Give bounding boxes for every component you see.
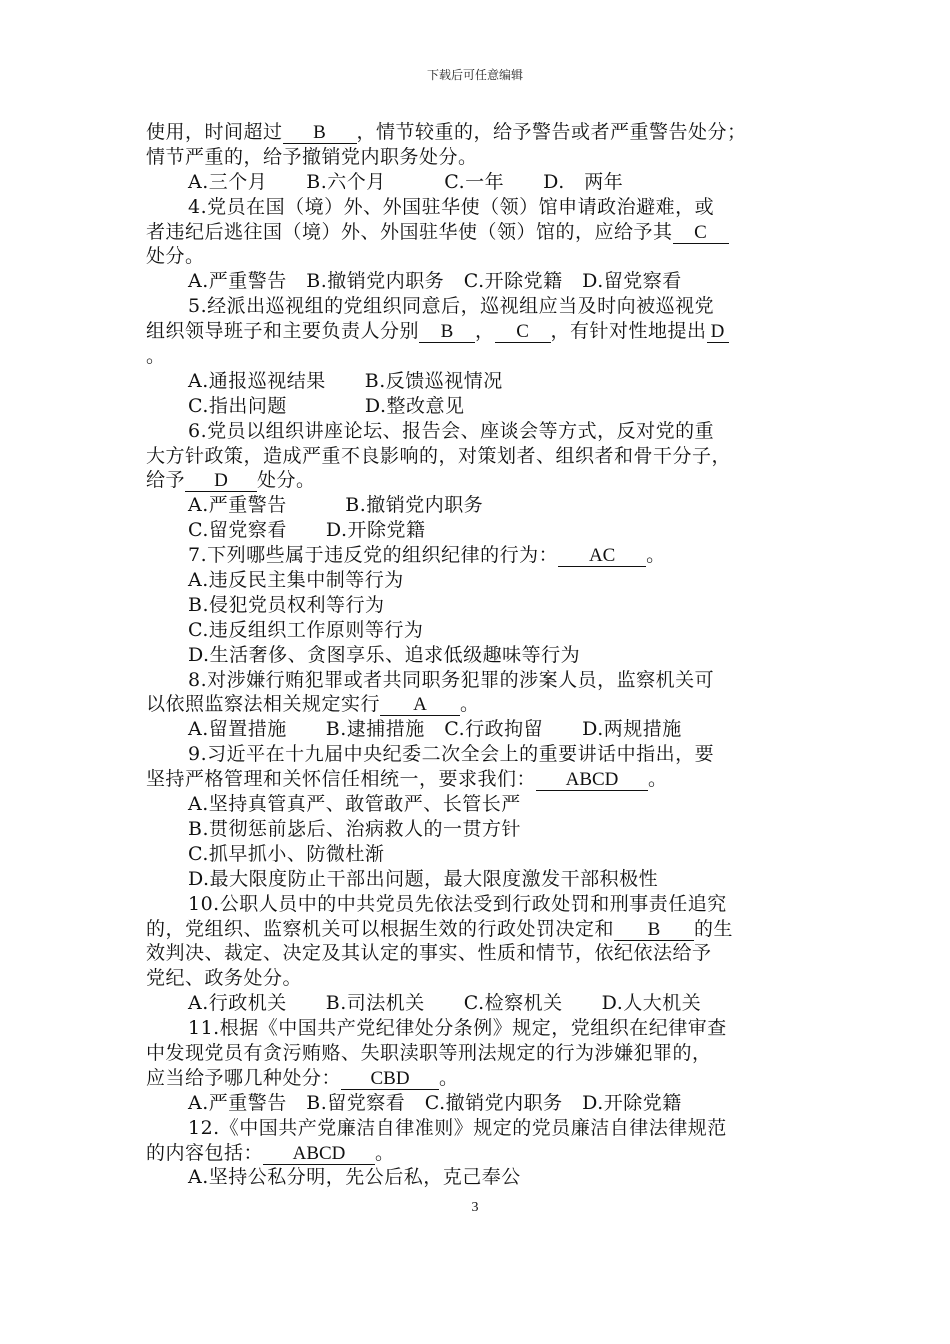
text-run: A.三个月 B.六个月 C.一年 D. 两年 xyxy=(188,170,624,193)
text-line xyxy=(146,1066,816,1091)
text-run: 12.《中国共产党廉洁自律准则》规定的党员廉洁自律法律规范 xyxy=(188,1116,727,1139)
answer-blank: CBD xyxy=(341,1069,439,1090)
text-line xyxy=(146,120,816,145)
answer-blank: C xyxy=(673,223,729,244)
text-run: 。 xyxy=(648,768,668,791)
text-line xyxy=(146,244,816,269)
text-line xyxy=(146,568,816,593)
text-line xyxy=(146,444,816,469)
text-run: A.留置措施 B.逮捕措施 C.行政拘留 D.两规措施 xyxy=(188,718,682,741)
answer-blank: B xyxy=(614,920,694,941)
text-run: A.严重警告 B.留党察看 C.撤销党内职务 D.开除党籍 xyxy=(188,1091,682,1114)
text-run: 。 xyxy=(375,1141,395,1164)
text-run: 的，党组织、监察机关可以根据生效的行政处罚决定和 xyxy=(146,917,615,940)
text-run: A.行政机关 B.司法机关 C.检察机关 D.人大机关 xyxy=(188,992,702,1015)
text-line xyxy=(146,842,816,867)
text-line xyxy=(146,1165,816,1190)
text-line xyxy=(146,643,816,668)
answer-blank: AC xyxy=(558,546,646,567)
answer-blank: ABCD xyxy=(263,1144,375,1165)
page-number: 3 xyxy=(471,1200,479,1215)
text-run: 者违纪后逃往国（境）外、外国驻华使（领）馆的，应给予其 xyxy=(146,220,673,243)
text-run: 情节严重的，给予撤销党内职务处分。 xyxy=(146,145,478,168)
text-line xyxy=(146,1016,816,1041)
text-line xyxy=(146,170,816,195)
text-run: 4.党员在国（境）外、外国驻华使（领）馆申请政治避难，或 xyxy=(188,195,715,218)
text-line xyxy=(146,767,816,792)
text-line xyxy=(146,892,816,917)
document-body xyxy=(146,120,816,1190)
answer-blank: B xyxy=(283,123,357,144)
text-line xyxy=(146,269,816,294)
text-run: 使用，时间超过 xyxy=(146,121,283,143)
text-run: 。 xyxy=(460,693,480,716)
text-line xyxy=(146,668,816,693)
answer-blank: B xyxy=(419,322,475,343)
text-run: 7.下列哪些属于违反党的组织纪律的行为： xyxy=(188,544,559,567)
text-run: 处分。 xyxy=(146,245,205,268)
text-run: 5.经派出巡视组的党组织同意后，巡视组应当及时向被巡视党 xyxy=(188,295,715,318)
text-run: 以依照监察法相关规定实行 xyxy=(146,693,381,716)
answer-blank: C xyxy=(495,322,551,343)
text-line xyxy=(146,220,816,245)
text-run: A.通报巡视结果 B.反馈巡视情况 xyxy=(188,369,503,392)
text-line xyxy=(146,145,816,170)
text-run: 处分。 xyxy=(257,469,316,492)
text-run: ，情节较重的，给予警告或者严重警告处分； xyxy=(356,121,747,143)
page-header: 下载后可任意编辑 xyxy=(426,68,523,82)
text-run: 效判决、裁定、决定及其认定的事实、性质和情节，依纪依法给予 xyxy=(146,942,712,965)
text-line xyxy=(146,1091,816,1116)
answer-blank: D xyxy=(707,322,729,343)
text-run: 给予 xyxy=(146,469,186,492)
text-run: 8.对涉嫌行贿犯罪或者共同职务犯罪的涉案人员，监察机关可 xyxy=(188,668,715,691)
text-line xyxy=(146,344,816,369)
text-line xyxy=(146,294,816,319)
text-run: C.违反组织工作原则等行为 xyxy=(188,618,424,641)
text-run: 大方针政策，造成严重不良影响的，对策划者、组织者和骨干分子， xyxy=(146,444,732,467)
answer-blank: ABCD xyxy=(536,770,648,791)
text-run: B.贯彻惩前毖后、治病救人的一贯方针 xyxy=(188,817,522,840)
text-run: 。 xyxy=(439,1066,459,1089)
text-run: A.坚持真管真严、敢管敢严、长管长严 xyxy=(188,793,521,816)
text-run: D.最大限度防止干部出问题，最大限度激发干部积极性 xyxy=(188,867,659,890)
text-line xyxy=(146,717,816,742)
text-line xyxy=(146,319,816,344)
text-line xyxy=(146,543,816,568)
text-run: A.违反民主集中制等行为 xyxy=(188,569,404,592)
text-run: C.抓早抓小、防微杜渐 xyxy=(188,842,385,865)
text-line xyxy=(146,618,816,643)
text-line xyxy=(146,867,816,892)
text-line xyxy=(146,593,816,618)
text-run: 6.党员以组织讲座论坛、报告会、座谈会等方式，反对党的重 xyxy=(188,419,715,442)
text-line xyxy=(146,966,816,991)
text-run: ，有针对性地提出 xyxy=(550,320,707,343)
answer-blank: D xyxy=(185,471,257,492)
text-line xyxy=(146,1116,816,1141)
text-line xyxy=(146,518,816,543)
text-line xyxy=(146,792,816,817)
text-run: 。 xyxy=(646,544,666,567)
text-line xyxy=(146,941,816,966)
text-run: 。 xyxy=(146,345,166,368)
text-line xyxy=(146,917,816,942)
text-run: 的内容包括： xyxy=(146,1141,264,1164)
text-run: 10.公职人员中的中共党员先依法受到行政处罚和刑事责任追究 xyxy=(188,892,727,915)
text-run: 中发现党员有贪污贿赂、失职渎职等刑法规定的行为涉嫌犯罪的， xyxy=(146,1041,712,1064)
answer-blank: A xyxy=(380,695,460,716)
text-line xyxy=(146,394,816,419)
text-line xyxy=(146,468,816,493)
text-line xyxy=(146,991,816,1016)
text-run: 11.根据《中国共产党纪律处分条例》规定，党组织在纪律审查 xyxy=(188,1017,727,1040)
text-line xyxy=(146,692,816,717)
text-run: 坚持严格管理和关怀信任相统一，要求我们： xyxy=(146,768,537,791)
text-line xyxy=(146,1041,816,1066)
text-run: D.生活奢侈、贪图享乐、追求低级趣味等行为 xyxy=(188,643,581,666)
text-run: C.指出问题 D.整改意见 xyxy=(188,394,465,417)
text-run: 的生 xyxy=(694,917,734,940)
text-run: C.留党察看 D.开除党籍 xyxy=(188,519,426,542)
text-run: 9.习近平在十九届中央纪委二次全会上的重要讲话中指出，要 xyxy=(188,743,715,766)
text-line xyxy=(146,817,816,842)
text-line xyxy=(146,369,816,394)
text-line xyxy=(146,493,816,518)
text-run: 应当给予哪几种处分： xyxy=(146,1066,342,1089)
text-line xyxy=(146,742,816,767)
text-run: A.坚持公私分明，先公后私，克己奉公 xyxy=(188,1166,521,1189)
text-run: A.严重警告 B.撤销党内职务 C.开除党籍 D.留党察看 xyxy=(188,270,682,293)
text-line xyxy=(146,1141,816,1166)
text-run: 组织领导班子和主要负责人分别 xyxy=(146,320,420,343)
text-run: A.严重警告 B.撤销党内职务 xyxy=(188,494,484,517)
text-run: 党纪、政务处分。 xyxy=(146,967,303,990)
text-run: ， xyxy=(475,320,495,343)
text-run: B.侵犯党员权利等行为 xyxy=(188,593,385,616)
text-line xyxy=(146,195,816,220)
text-line xyxy=(146,419,816,444)
